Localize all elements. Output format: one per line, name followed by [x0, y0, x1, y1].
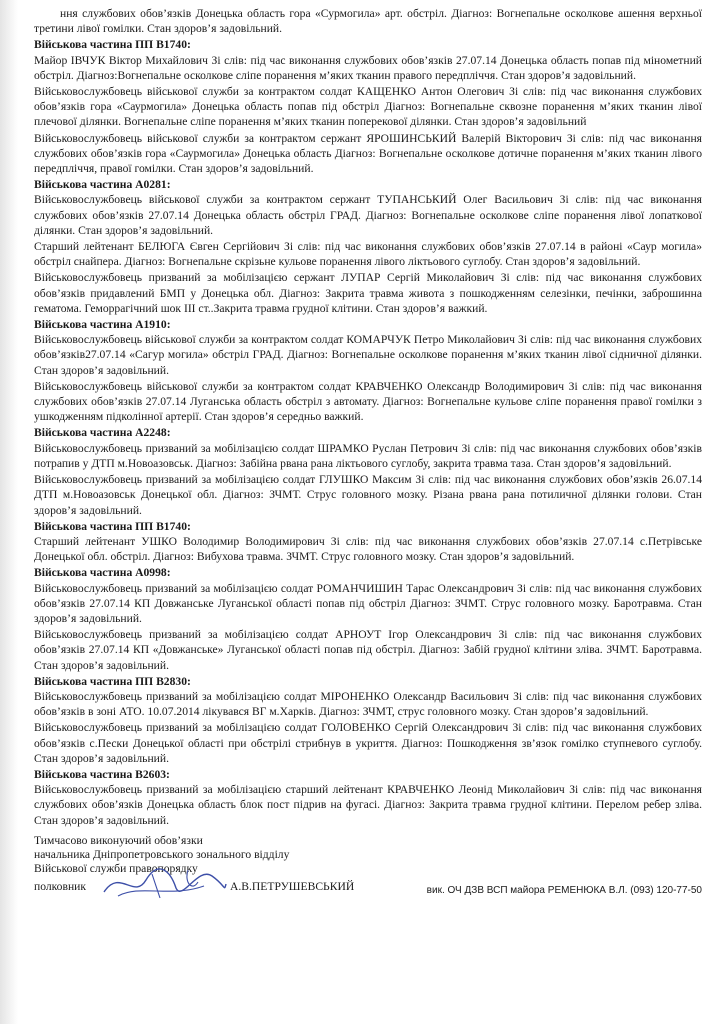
- signature-line-3: Військової служби правопорядку: [34, 861, 198, 875]
- casualty-entry: Військовослужбовець військової служби за контрактом сержант ТУПАНСЬКИЙ Олег Васильович Зі слів: під час виконання службових обов’язків 27.07.14 Донецька область обстріл ГРАД. Діагноз: Вогнепальне осколкове сліпе поранення лівої лопаткової ділянки. Стан здоров’я задовільний.: [34, 193, 702, 237]
- report-body: [34, 6, 702, 828]
- casualty-entry: Старший лейтенант БЕЛЮГА Євген Сергійович Зі слів: під час виконання службових обов’язків 27.07.14 в районі «Саур могила» обстріл снайпера. Діагноз: Вогнепальне скрізьне кульове поранення лівого ліктьового суглобу. Стан здоров’я задовільний.: [34, 240, 702, 269]
- casualty-entry: Військовослужбовець призваний за мобілізацією солдат ГЛУШКО Максим Зі слів: під час виконання службових обов’язків 26.07.14 ДТП м.Новоазовськ Донецької обл. Діагноз: ЗЧМТ. Струс головного мозку. Різана рвана рана потиличної ділянки голови. Стан здоров’я задовільний.: [34, 473, 702, 517]
- executor-note: вик. ОЧ ДЗВ ВСП майора РЕМЕНЮКА В.Л. (093) 120-77-50: [426, 884, 702, 896]
- casualty-entry: Військовослужбовець призваний за мобілізацією солдат АРНОУТ Ігор Олександрович Зі слів: під час виконання службових обов’язків 27.07.14 КП «Довжанське» Луганської області попав під обстріл. Діагноз: Забій грудної клітини зліва. ЗЧМТ. Баротравма. Стан здоров’я задовільний.: [34, 628, 702, 672]
- unit-heading: Військова частина ПП В1740:: [34, 519, 191, 533]
- casualty-entry: Військовослужбовець призваний за мобілізацією солдат РОМАНЧИШИН Тарас Олександрович Зі слів: під час виконання службових обов’язків 27.07.14 КП Довжанське Луганської області попав під обстріл Діагноз: ЗЧМТ. Струс головного мозку. Баротравма. Стан здоров’я задовільний.: [34, 581, 702, 625]
- casualty-entry: Військовослужбовець військової служби за контрактом солдат КАЩЕНКО Антон Олегович Зі слів: під час виконання службових обов’язків гора «Саурмогила» Донецька область попав під обстріл Діагноз: Вогнепальне сквозне поранення м’яких тканин лівої плечової ділянки. Вогнепальне сліпе поранення м’яких тканин поперекової ділянки. Стан здоров’я задовільний: [34, 85, 702, 129]
- unit-heading: Військова частина ПП В2830:: [34, 674, 191, 688]
- casualty-entry: Військовослужбовець військової служби за контрактом солдат КРАВЧЕНКО Олександр Володимирович Зі слів: під час виконання службових обов’язків 27.07.14 Луганська область обстріл з автомату. Діагноз: Вогнепальне кульове сліпе поранення правої гомілки з ушкодженням підколінної артерії. Стан здоров’я середньо важкий.: [34, 379, 702, 424]
- casualty-entry: Військовослужбовець призваний за мобілізацією солдат ГОЛОВЕНКО Сергій Олександрович Зі слів: під час виконання службових обов’язків с.Пески Донецької області при обстрілі стрибнув в укриття. Діагноз: Пошкодження зв’язок гомілко ступневого суглобу. Стан здоров’я задовільний.: [34, 721, 702, 765]
- casualty-entry: Старший лейтенант УШКО Володимир Володимирович Зі слів: під час виконання службових обов’язків 27.07.14 с.Петрівське Донецької обл. обстріл. Діагноз: Вибухова травма. ЗЧМТ. Струс головного мозку. Стан здоров’я задовільний.: [34, 534, 702, 564]
- signature-line-final: [34, 876, 702, 906]
- casualty-entry: Військовослужбовець призваний за мобілізацією сержант ЛУПАР Сергій Миколайович Зі слів: під час виконання службових обов’язків придавлений БМП у Донецька обл. Діагноз: Закрита травма живота з пошкодженням селезінки, печінки, заброшинна гематома. Геморрагічний шок ІІІ ст..Закрита травма грудної клітини. Стан здоров’я важкий.: [34, 271, 702, 315]
- casualty-entry: Військовослужбовець призваний за мобілізацією старший лейтенант КРАВЧЕНКО Леонід Миколайович Зі слів: під час виконання службових обов’язків Донецька область блок пост підрив на фугасі. Діагноз: Закрита травма грудної клітини. Перелом ребер зліва. Стан здоров’я задовільний.: [34, 783, 702, 827]
- continued-entry: ння службових обов’язків Донецька область гора «Сурмогила» арт. обстріл. Діагноз: Вогнепальне осколкове ашення верхньої третини лівої гомілки. Стан здоров’я задовільний.: [34, 7, 702, 36]
- unit-heading: Військова частина А0998:: [34, 566, 171, 580]
- signature-rank: полковник: [34, 879, 86, 893]
- unit-heading: Військова частина А2248:: [34, 426, 171, 440]
- casualty-entry: Майор ІВЧУК Віктор Михайлович Зі слів: під час виконання службових обов’язків 27.07.14 Донецька область попав під мінометний обстріл. Діагноз:Вогнепальне осколкове сліпе поранення м’яких тканин правого передпліччя. Стан здоров’я задовільний.: [34, 53, 702, 82]
- signature-name: А.В.ПЕТРУШЕВСЬКИЙ: [230, 879, 355, 893]
- handwritten-signature-icon: [100, 862, 230, 904]
- signature-line-1: Тимчасово виконуючий обов’язки: [34, 833, 203, 847]
- unit-heading: Військова частина А0281:: [34, 178, 171, 192]
- signature-block: [34, 834, 702, 906]
- casualty-entry: Військовослужбовець військової служби за контрактом сержант ЯРОШИНСЬКИЙ Валерій Вікторович Зі слів: під час виконання службових обов’язків гора «Саурмогила» Донецька область Діагноз: Вогнепальне осколкове дотичне поранення м’яких тканин лівого передпліччя, правої гомілки. Стан здоров’я задовільний.: [34, 131, 702, 176]
- casualty-entry: Військовослужбовець військової служби за контрактом солдат КОМАРЧУК Петро Миколайович Зі слів: під час виконання службових обов’язків27.07.14 «Сагур могила» обстріл ГРАД. Діагноз: Вогнепальне осколкове поранення м’яких тканин лівої сідничної ділянки. Стан здоров’я задовільний.: [34, 333, 702, 377]
- unit-heading: Військова частина А1910:: [34, 318, 171, 332]
- signature-line-2: начальника Дніпропетровського зонального відділу: [34, 847, 290, 861]
- unit-heading: Військова частина В2603:: [34, 767, 170, 781]
- casualty-entry: Військовослужбовець призваний за мобілізацією солдат ШРАМКО Руслан Петрович Зі слів: під час виконання службових обов’язків потрапив у ДТП м.Новоазовськ. Діагноз: Забійна рвана рана ліктьового суглобу, закрита травма таза. Стан здоров’я задовільний.: [34, 441, 702, 470]
- casualty-entry: Військовослужбовець призваний за мобілізацією солдат МІРОНЕНКО Олександр Васильович Зі слів: під час виконання службових обов’язків в зоні АТО. 10.07.2014 лікувався ВГ м.Харків. Діагноз: ЗЧМТ, струс головного мозку. Стан здоров’я задовільний.: [34, 689, 702, 719]
- unit-heading: Військова частина ПП В1740:: [34, 38, 191, 52]
